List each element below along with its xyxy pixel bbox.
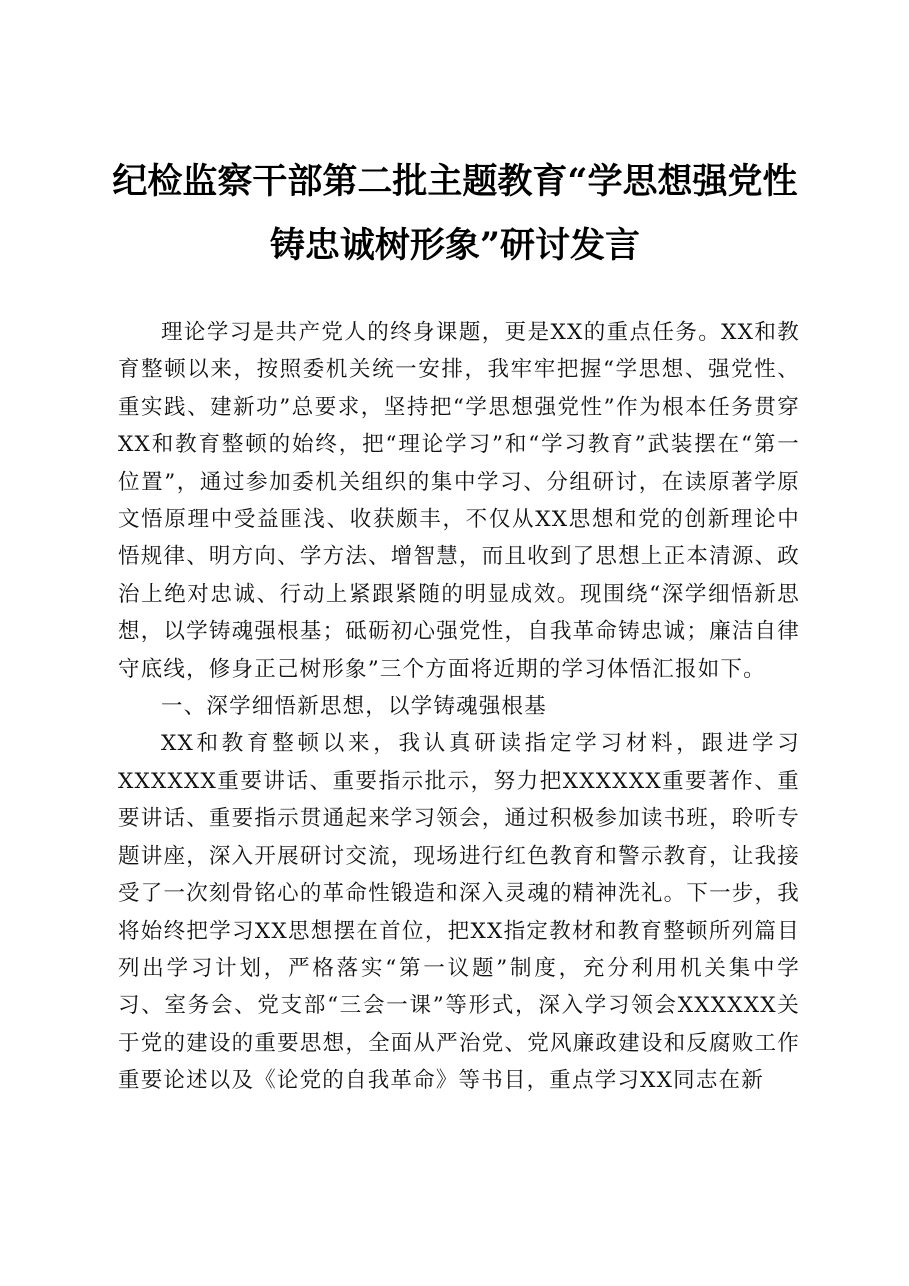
title-line-2: 铸忠诚树形象”研讨发言	[269, 225, 641, 266]
paragraph-intro: 理论学习是共产党人的终身课题，更是XX的重点任务。XX和教育整顿以来，按照委机关统一安排，我牢牢把握“学思想、强党性、重实践、建新功”总要求，坚持把“学思想强党性”作为根本任务贯穿XX和教育整顿的始终，把“理论学习”和“学习教育”武装摆在“第一位置”，通过参加委机关组织的集中学习、分组研讨，在读原著学原文悟原理中受益匪浅、收获颇丰，不仅从XX思想和党的创新理论中悟规律、明方向、学方法、增智慧，而且收到了思想上正本清源、政治上绝对忠诚、行动上紧跟紧随的明显成效。现围绕“深学细悟新思想，以学铸魂强根基；砥砺初心强党性，自我革命铸忠诚；廉洁自律守底线，修身正己树形象”三个方面将近期的学习体悟汇报如下。	[118, 320, 800, 682]
document-title	[90, 150, 820, 278]
document-body	[118, 314, 800, 1100]
section-heading-1: 一、深学细悟新思想，以学铸魂强根基	[161, 694, 547, 720]
title-line-1: 纪检监察干部第二批主题教育“学思想强党性	[112, 161, 798, 202]
paragraph-section-1: XX和教育整顿以来，我认真研读指定学习材料，跟进学习XXXXXX重要讲话、重要指示批示，努力把XXXXXX重要著作、重要讲话、重要指示贯通起来学习领会，通过积极参加读书班，聆听专题讲座，深入开展研讨交流，现场进行红色教育和警示教育，让我接受了一次刻骨铭心的革命性锻造和深入灵魂的精神洗礼。下一步，我将始终把学习XX思想摆在首位，把XX指定教材和教育整顿所列篇目列出学习计划，严格落实“第一议题”制度，充分利用机关集中学习、室务会、党支部“三会一课”等形式，深入学习领会XXXXXX关于党的建设的重要思想，全面从严治党、党风廉政建设和反腐败工作重要论述以及《论党的自我革命》等书目，重点学习XX同志在新	[118, 731, 800, 1094]
